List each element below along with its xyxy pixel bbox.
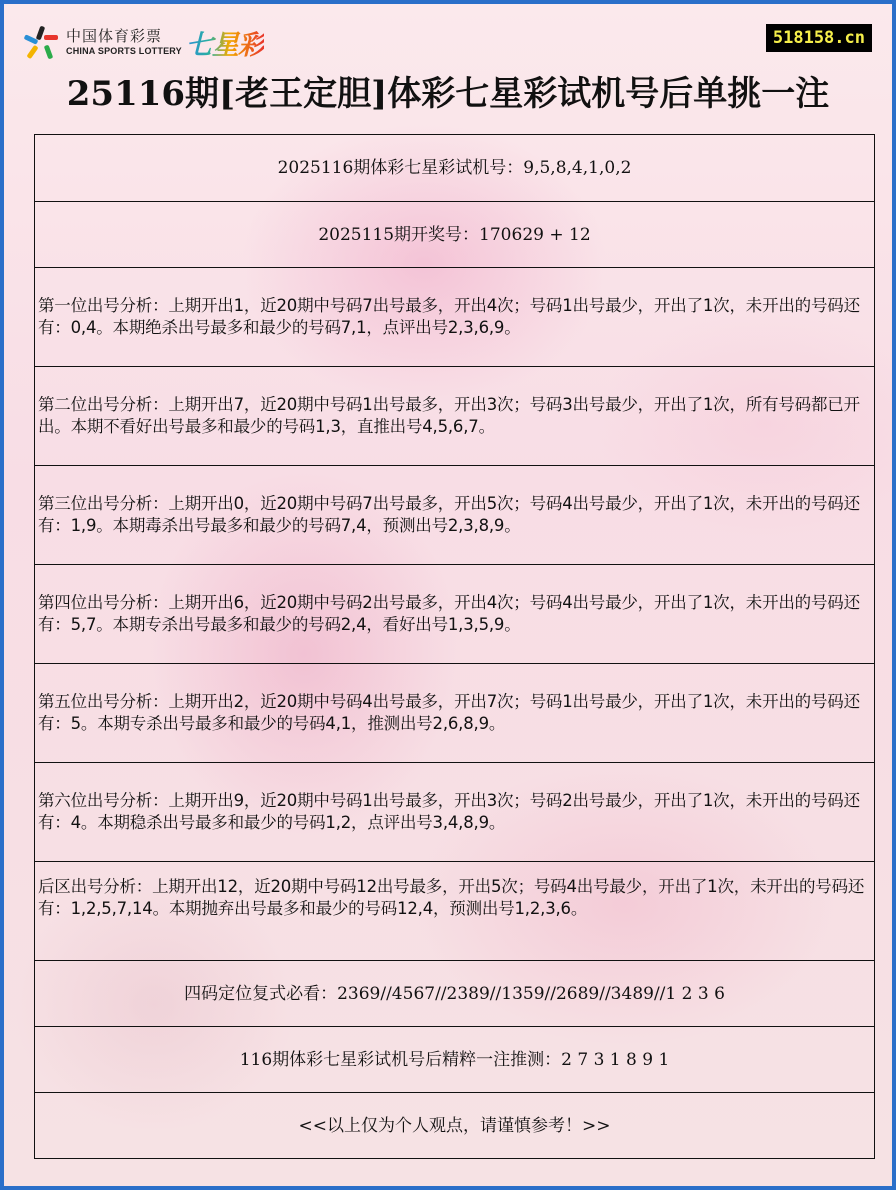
analysis-text: 第五位出号分析：上期开出2，近20期中号码4出号最多，开出7次；号码1出号最少，开出了1次，未开出的号码还有：5。本期专杀出号最多和最少的号码4,1，推测出号2,6,8,9。	[38, 692, 860, 733]
test-numbers-row	[35, 135, 874, 201]
single-pick-text: 116期体彩七星彩试机号后精粹一注推测：2 7 3 1 8 9 1	[239, 1049, 670, 1070]
analysis-text: 第一位出号分析：上期开出1，近20期中号码7出号最多，开出4次；号码1出号最少，开出了1次，未开出的号码还有：0,4。本期绝杀出号最多和最少的号码7,1，点评出号2,3,6,9。	[38, 296, 860, 337]
analysis-text: 第六位出号分析：上期开出9，近20期中号码1出号最多，开出3次；号码2出号最少，开出了1次，未开出的号码还有：4。本期稳杀出号最多和最少的号码1,2，点评出号3,4,8,9。	[38, 791, 860, 832]
last-draw-text: 2025115期开奖号：170629 + 12	[318, 224, 591, 245]
analysis-row-back-zone	[35, 861, 874, 960]
disclaimer-text: <<以上仅为个人观点，请谨慎参考！>>	[298, 1115, 611, 1136]
analysis-text: 后区出号分析：上期开出12，近20期中号码12出号最多，开出5次；号码4出号最少，开出了1次，未开出的号码还有：1,2,5,7,14。本期抛弃出号最多和最少的号码12,4，预测出号1,2,3,6。	[38, 877, 865, 918]
test-numbers-text: 2025116期体彩七星彩试机号：9,5,8,4,1,0,2	[277, 158, 632, 178]
china-sports-lottery-logo	[22, 22, 264, 62]
page-frame	[4, 4, 892, 1186]
analysis-text: 第三位出号分析：上期开出0，近20期中号码7出号最多，开出5次；号码4出号最少，开出了1次，未开出的号码还有：1,9。本期毒杀出号最多和最少的号码7,4，预测出号2,3,8,9。	[38, 494, 860, 535]
lottery-star-icon	[22, 23, 60, 61]
analysis-row-position-1	[35, 267, 874, 366]
analysis-row-position-5	[35, 663, 874, 762]
analysis-text: 第四位出号分析：上期开出6，近20期中号码2出号最多，开出4次；号码4出号最少，开出了1次，未开出的号码还有：5,7。本期专杀出号最多和最少的号码2,4，看好出号1,3,5,9。	[38, 593, 860, 634]
logo-text	[66, 26, 182, 56]
analysis-row-position-2	[35, 366, 874, 465]
page-title: 25116期[老王定胆]体彩七星彩试机号后单挑一注	[66, 74, 830, 114]
analysis-text: 第二位出号分析：上期开出7，近20期中号码1出号最多，开出3次；号码3出号最少，开出了1次，所有号码都已开出。本期不看好出号最多和最少的号码1,3，直推出号4,5,6,7。	[38, 395, 860, 436]
logo-en-text: CHINA SPORTS LOTTERY	[66, 45, 182, 56]
analysis-row-position-6	[35, 762, 874, 861]
four-code-row	[35, 960, 874, 1026]
logo-cn-text: 中国体育彩票	[66, 26, 163, 45]
prediction-table	[34, 134, 875, 1159]
analysis-row-position-4	[35, 564, 874, 663]
analysis-row-position-3	[35, 465, 874, 564]
disclaimer-row	[35, 1092, 874, 1158]
logo-brand-text: 七星彩	[186, 23, 264, 62]
site-badge: 518158.cn	[766, 24, 872, 52]
four-code-text: 四码定位复式必看：2369//4567//2389//1359//2689//3489//1 2 3 6	[184, 983, 725, 1004]
single-pick-row	[35, 1026, 874, 1092]
last-draw-row	[35, 201, 874, 267]
